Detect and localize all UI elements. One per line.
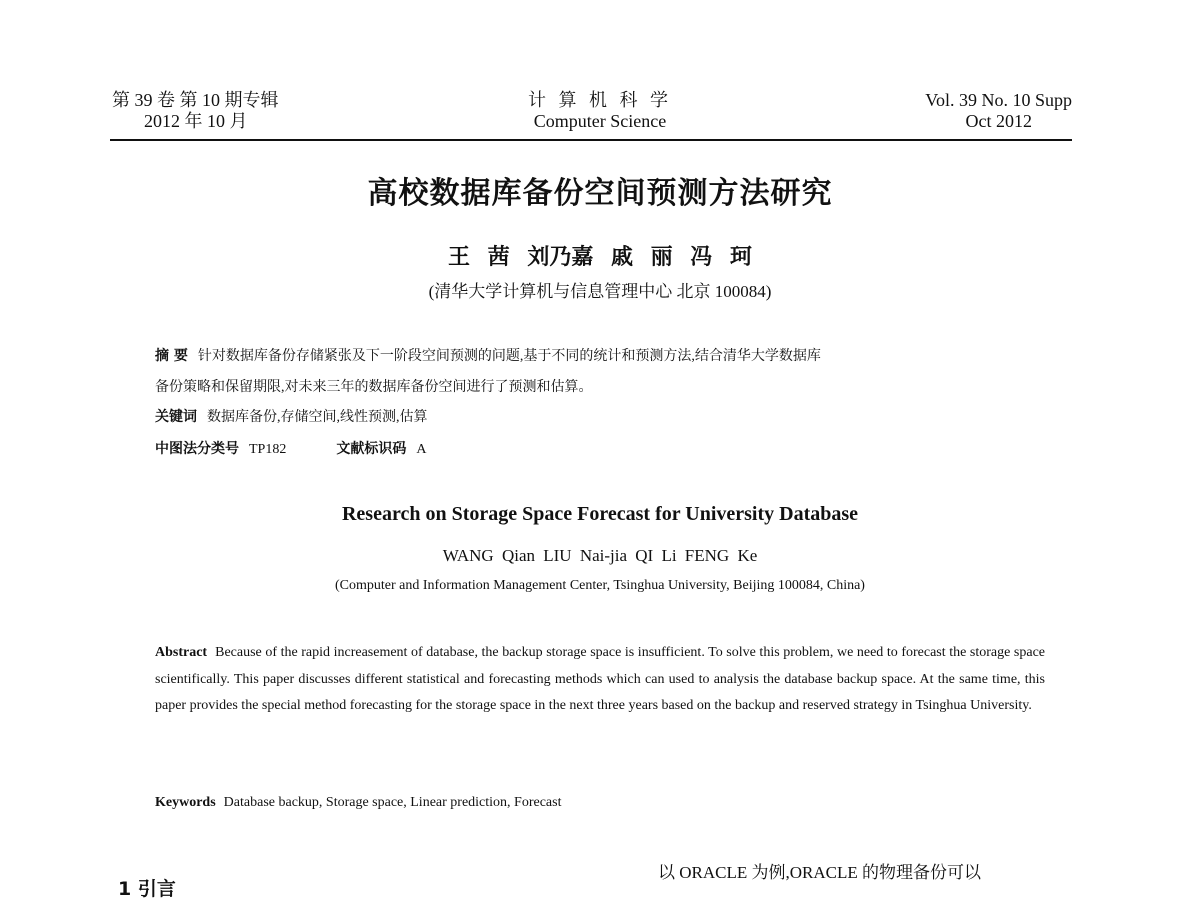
clc-value: TP182 — [249, 442, 287, 457]
keywords-label-cn: 关键词 — [155, 409, 197, 425]
doc-code-value: A — [416, 442, 427, 457]
abstract-en — [155, 640, 1045, 720]
keywords-en — [155, 795, 1045, 811]
abstract-en-text: Because of the rapid increasement of database, the backup storage space is insufficient. To solve this problem, we need to forecast the storage space scientifically. This paper discusses different statistical and forecasting methods which can used to analysis the database backup space. At the same time, this paper provides the special method forecasting for the storage space in the next three years based on the backup and reserved strategy in Tsinghua University. — [155, 645, 1045, 713]
keywords-cn — [155, 406, 1045, 426]
paper-title-en: Research on Storage Space Forecast for University Database — [341, 503, 859, 525]
keywords-en-text: Database backup, Storage space, Linear prediction, Forecast — [223, 795, 562, 810]
abstract-cn-text1: 针对数据库备份存储紧张及下一阶段空间预测的问题,基于不同的统计和预测方法,结合清华大学数据库 — [197, 349, 821, 364]
date-en: Oct 2012 — [965, 111, 1032, 131]
authors-en: WANG Qian LIU Nai-jia QI Li FENG Ke — [442, 546, 758, 565]
journal-name — [500, 90, 700, 132]
affiliation-cn: (清华大学计算机与信息管理中心 北京 100084) — [428, 282, 772, 301]
issue-date: 2012 年 10 月 — [144, 111, 248, 131]
clc-label: 中图法分类号 — [155, 441, 239, 457]
abstract-cn-line1 — [155, 345, 1045, 365]
keywords-cn-text: 数据库备份,存储空间,线性预测,估算 — [207, 410, 428, 425]
classification — [155, 438, 1045, 458]
journal-volume-info — [112, 90, 279, 132]
authors-cn: 王 茜 刘乃嘉 戚 丽 冯 珂 — [448, 245, 752, 270]
paper-title-cn: 高校数据库备份空间预测方法研究 — [367, 176, 833, 211]
abstract-label-cn: 摘 要 — [155, 348, 188, 364]
journal-name-en: Computer Science — [533, 111, 667, 131]
abstract-label-en: Abstract — [155, 645, 208, 660]
journal-name-cn: 计 算 机 科 学 — [528, 90, 672, 110]
keywords-label-en: Keywords — [155, 795, 216, 810]
journal-volume-en — [880, 90, 1072, 132]
abstract-cn-text2: 备份策略和保留期限,对未来三年的数据库备份空间进行了预测和估算。 — [155, 380, 593, 395]
affiliation-en: (Computer and Information Management Center, Tsinghua University, Beijing 100084, China) — [335, 578, 865, 593]
section-heading-introduction: 1 引言 — [118, 878, 176, 900]
doc-code-label: 文献标识码 — [336, 441, 407, 457]
volume-issue: 第 39 卷 第 10 期专辑 — [112, 90, 279, 110]
body-text-right-column: 以 ORACLE 为例,ORACLE 的物理备份可以 — [658, 863, 981, 882]
header-rule — [110, 139, 1072, 141]
volume-en: Vol. 39 No. 10 Supp — [925, 90, 1072, 110]
